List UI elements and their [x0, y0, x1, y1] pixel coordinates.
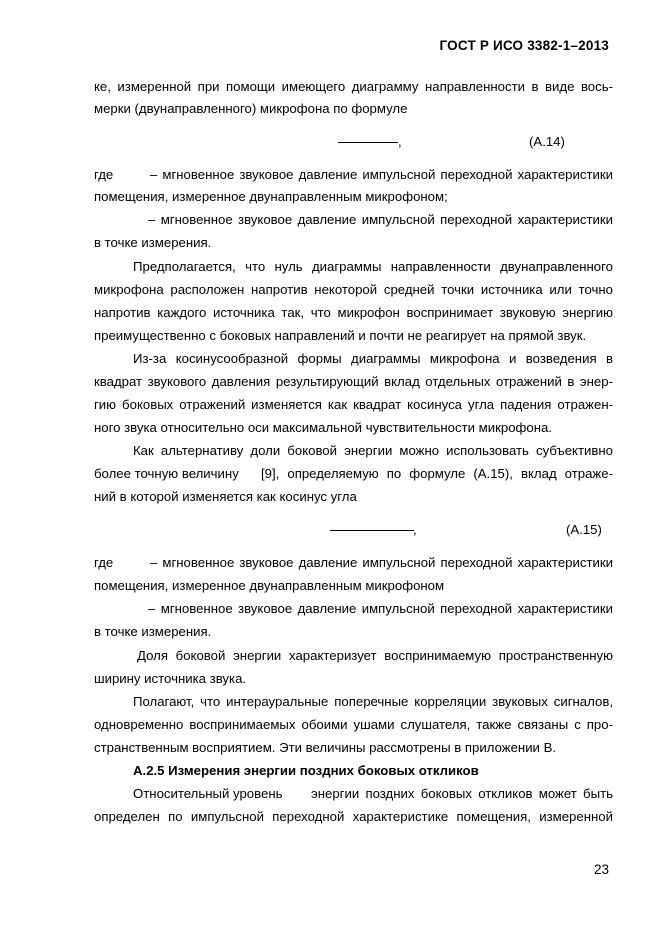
text-line: – мгновенное звуковое давление импульсной переходной характеристики [148, 212, 613, 227]
text-line: ширину источника звука. [94, 671, 247, 686]
text-line: Из-за косинусообразной формы диаграммы микрофона и возведения в [133, 351, 613, 366]
text-line: – мгновенное звуковое давление импульсной переходной характеристики [148, 601, 613, 616]
formula-comma: , [398, 134, 402, 149]
text-line: – мгновенное звуковое давление импульсной переходной характеристики [150, 167, 613, 182]
where-label: где [94, 167, 114, 182]
formula-fraction-bar [338, 142, 398, 143]
section-heading: А.2.5 Измерения энергии поздних боковых откликов [133, 763, 479, 778]
text-line: ний в которой изменяется как косинус угла [94, 489, 357, 504]
text-line: определен по импульсной переходной характеристике помещения, измеренной [94, 809, 613, 824]
text-line: странственным восприятием. Эти величины рассмотрены в приложении В. [94, 740, 557, 755]
text-line: ного звука относительно оси максимальной чувствительности микрофона. [94, 420, 552, 435]
text-line: в точке измерения. [94, 624, 212, 639]
text-line: Полагают, что интерауральные поперечные корреляции звуковых сигналов, [133, 694, 613, 709]
text-line: Доля боковой энергии характеризует воспринимаемую пространственную [137, 648, 613, 663]
text-line: энергии поздних боковых откликов может быть [311, 786, 613, 801]
text-line: одновременно воспринимаемых обоими ушами слушателя, также связаны с про- [94, 717, 613, 732]
formula-comma: , [413, 522, 417, 537]
equation-number: (А.15) [566, 522, 602, 537]
text-line: мерки (двунаправленного) микрофона по формуле [94, 101, 408, 116]
text-line: Предполагается, что нуль диаграммы направленности двунаправленного [133, 259, 613, 274]
text-line: помещения, измеренное двунаправленным микрофоном; [94, 189, 448, 204]
text-line: ке, измеренной при помощи имеющего диаграмму направленности в виде вось- [94, 79, 613, 94]
text-fragment: Относительный уровень [133, 786, 283, 801]
text-line: Как альтернативу доли боковой энергии можно использовать субъективно [133, 443, 613, 458]
text-line: квадрат звукового давления результирующий вклад отдельных отражений в энер- [94, 374, 613, 389]
text-line: гию боковых отражений изменяется как квадрат косинуса угла падения отражен- [94, 397, 613, 412]
text-line: в точке измерения. [94, 235, 212, 250]
page-number: 23 [593, 862, 609, 877]
where-label: где [94, 555, 114, 570]
text-line: напротив каждого источника так, что микрофон воспринимает звуковую энергию [94, 305, 613, 320]
text-line: микрофона расположен напротив некоторой средней точки источника или точно [94, 282, 613, 297]
formula-fraction-bar [330, 530, 414, 531]
standard-id-header: ГОСТ Р ИСО 3382-1–2013 [439, 38, 609, 53]
text-line: преимущественно с боковых направлений и почти не реагирует на прямой звук. [94, 328, 587, 343]
text-line: помещения, измеренное двунаправленным микрофоном [94, 578, 445, 593]
text-line: [9], определяемую по формуле (А.15), вклад отраже- [261, 466, 613, 481]
equation-number: (А.14) [529, 134, 565, 149]
text-fragment: более точную величину [94, 466, 239, 481]
text-line: – мгновенное звуковое давление импульсной переходной характеристики [150, 555, 613, 570]
